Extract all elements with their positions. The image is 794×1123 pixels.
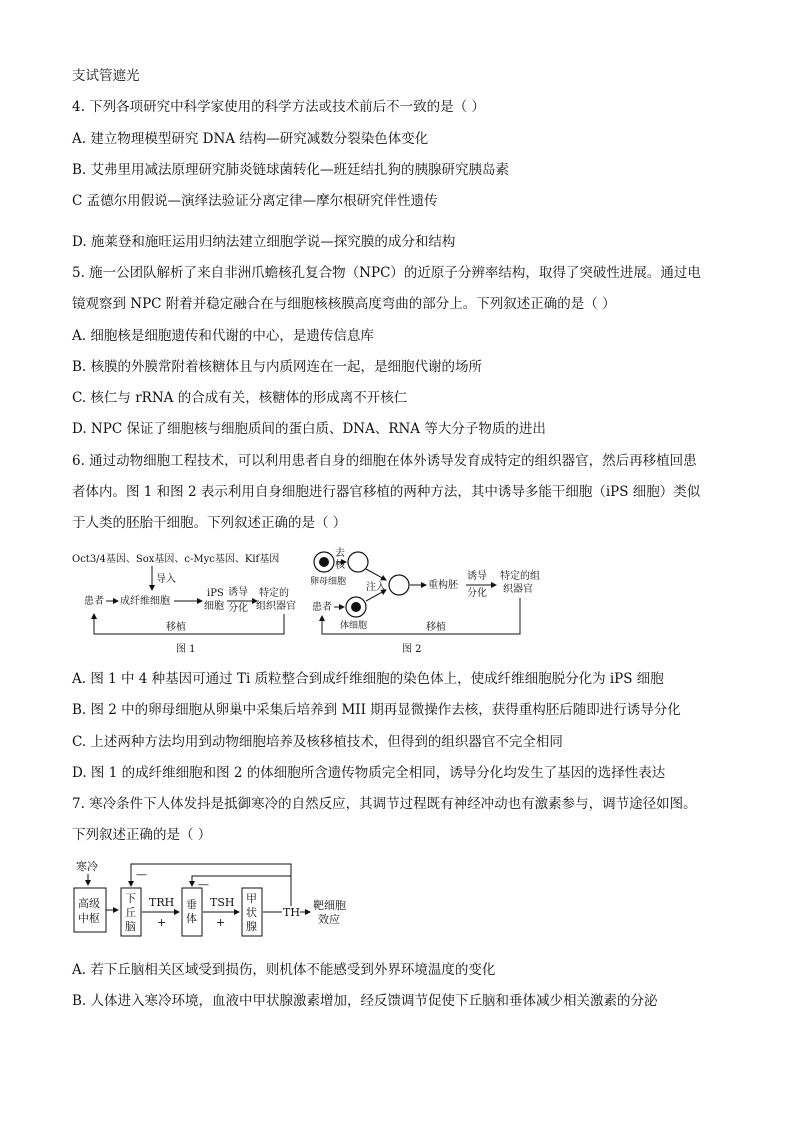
question-6-cont2: 于人类的胚胎干细胞。下列叙述正确的是（ ） bbox=[72, 515, 347, 531]
fig3-center-1: 高级 bbox=[78, 897, 100, 910]
fig3-hypo-2: 丘 bbox=[125, 906, 136, 919]
higher-center-box bbox=[74, 888, 106, 932]
fig2-enucleate-1: 去 bbox=[335, 548, 345, 559]
fig1-organ-1: 特定的 bbox=[259, 588, 289, 599]
fig3-center-2: 中枢 bbox=[78, 912, 100, 925]
option-4a: A. 建立物理模型研究 DNA 结构—研究减数分裂染色体变化 bbox=[72, 131, 429, 147]
oocyte-nucleus bbox=[319, 557, 329, 567]
fig2-enucleate-2: 核 bbox=[335, 560, 345, 571]
fig3-minus-2: — bbox=[198, 878, 209, 891]
option-4b: B. 艾弗里用减法原理研究肺炎链球菌转化—班廷结扎狗的胰腺研究胰岛素 bbox=[72, 162, 510, 178]
fig3-target-2: 效应 bbox=[318, 913, 340, 926]
somatic-nucleus bbox=[351, 602, 361, 612]
fig1-transplant: 移植 bbox=[166, 622, 186, 633]
figure-3 bbox=[72, 856, 372, 946]
fig2-inject: 注入 bbox=[366, 582, 386, 593]
fig1-induce-2: 分化 bbox=[228, 603, 248, 614]
fig1-genes: Oct3/4基因、Sox基因、c-Myc基因、Klf基因 bbox=[72, 554, 280, 565]
fig3-pit-2: 体 bbox=[186, 912, 197, 925]
fig3-cold: 寒冷 bbox=[76, 860, 98, 873]
figure-1 bbox=[72, 546, 312, 658]
question-4: 4. 下列各项研究中科学家使用的科学方法或技术前后不一致的是（ ） bbox=[72, 99, 485, 115]
fig2-induce-1: 诱导 bbox=[467, 571, 487, 582]
fig3-trh: TRH bbox=[149, 896, 175, 909]
option-4d: D. 施莱登和施旺运用归纳法建立细胞学说—探究膜的成分和结构 bbox=[72, 234, 456, 250]
option-5c: C. 核仁与 rRNA 的合成有关，核糖体的形成离不开核仁 bbox=[72, 390, 408, 406]
figure-2 bbox=[310, 546, 558, 658]
fig3-hypo-3: 脑 bbox=[125, 920, 136, 933]
reconstructed-cell bbox=[389, 575, 409, 595]
fig2-transplant: 移植 bbox=[426, 622, 446, 633]
fig3-pit-1: 垂 bbox=[186, 898, 197, 911]
fig3-plus-1: + bbox=[157, 916, 167, 929]
option-6a: A. 图 1 中 4 种基因可通过 Ti 质粒整合到成纤维细胞的染色体上，使成纤维细胞脱分化为 iPS 细胞 bbox=[72, 671, 664, 687]
fig1-fibroblast: 成纤维细胞 bbox=[120, 596, 170, 607]
fig1-organ-2: 组织器官 bbox=[256, 601, 296, 612]
fig2-caption: 图 2 bbox=[402, 644, 422, 655]
fig2-somatic: 体细胞 bbox=[340, 621, 368, 631]
option-6c: C. 上述两种方法均用到动物细胞培养及核移植技术，但得到的组织器官不完全相同 bbox=[72, 734, 563, 750]
fig1-patient: 患者 bbox=[84, 596, 104, 607]
fig2-organ-1: 特定的组 bbox=[500, 571, 540, 582]
option-5d: D. NPC 保证了细胞核与细胞质间的蛋白质、DNA、RNA 等大分子物质的进出 bbox=[72, 421, 546, 437]
fig1-caption: 图 1 bbox=[176, 644, 196, 655]
fig1-ips-2: 细胞 bbox=[204, 601, 224, 612]
fig1-ips-1: iPS bbox=[207, 588, 224, 599]
question-5: 5. 施一公团队解析了来自非洲爪蟾核孔复合物（NPC）的近原子分辨率结构，取得了突破性进展。通过电 bbox=[72, 265, 701, 281]
fig1-induce-1: 诱导 bbox=[228, 587, 248, 598]
option-7a: A. 若下丘脑相关区域受到损伤，则机体不能感受到外界环境温度的变化 bbox=[72, 962, 496, 978]
fig2-patient: 患者 bbox=[312, 602, 332, 613]
option-6b: B. 图 2 中的卵母细胞从卵巢中采集后培养到 MII 期再显微操作去核，获得重构胚后随即进行诱导分化 bbox=[72, 702, 681, 718]
option-5b: B. 核膜的外膜常附着核糖体且与内质网连在一起，是细胞代谢的场所 bbox=[72, 359, 483, 375]
fig3-tsh: TSH bbox=[210, 896, 235, 909]
fig1-import: 导入 bbox=[156, 574, 176, 585]
option-6d: D. 图 1 的成纤维细胞和图 2 的体细胞所含遗传物质完全相同，诱导分化均发生了基因的选择性表达 bbox=[72, 765, 666, 781]
fig2-oocyte: 卵母细胞 bbox=[310, 577, 347, 587]
option-4c: C 孟德尔用假说—演绎法验证分离定律—摩尔根研究伴性遗传 bbox=[72, 193, 438, 209]
fig3-target-1: 靶细胞 bbox=[313, 899, 346, 912]
fig3-minus-1: — bbox=[136, 868, 147, 881]
fig2-organ-2: 织器官 bbox=[503, 584, 533, 595]
question-7: 7. 寒冷条件下人体发抖是抵御寒冷的自然反应，其调节过程既有神经冲动也有激素参与，调节途径如图。 bbox=[72, 796, 697, 812]
fig3-th: TH bbox=[283, 906, 300, 919]
fig3-thy-2: 状 bbox=[246, 906, 257, 919]
question-5-cont: 镜观察到 NPC 附着并稳定融合在与细胞核核膜高度弯曲的部分上。下列叙述正确的是（ ） bbox=[72, 296, 616, 312]
question-6: 6. 通过动物细胞工程技术，可以利用患者自身的细胞在体外诱导发育成特定的组织器官，然后再移植回患 bbox=[72, 453, 697, 469]
option-5a: A. 细胞核是细胞遗传和代谢的中心，是遗传信息库 bbox=[72, 328, 374, 344]
fig3-plus-2: + bbox=[216, 916, 226, 929]
fig2-embryo: 重构胚 bbox=[428, 580, 458, 591]
text-line: 支试管遮光 bbox=[72, 68, 140, 84]
option-7b: B. 人体进入寒冷环境，血液中甲状腺激素增加，经反馈调节促使下丘脑和垂体减少相关激素的分泌 bbox=[72, 993, 658, 1009]
question-6-cont: 者体内。图 1 和图 2 表示利用自身细胞进行器官移植的两种方法，其中诱导多能干细胞（iPS 细胞）类似 bbox=[72, 484, 701, 500]
fig3-thy-3: 腺 bbox=[246, 920, 257, 933]
question-7-cont: 下列叙述正确的是（ ） bbox=[72, 827, 212, 843]
enucleated-oocyte bbox=[348, 552, 368, 572]
fig3-hypo-1: 下 bbox=[125, 892, 136, 905]
fig3-thy-1: 甲 bbox=[246, 892, 257, 905]
fig2-induce-2: 分化 bbox=[467, 588, 487, 599]
